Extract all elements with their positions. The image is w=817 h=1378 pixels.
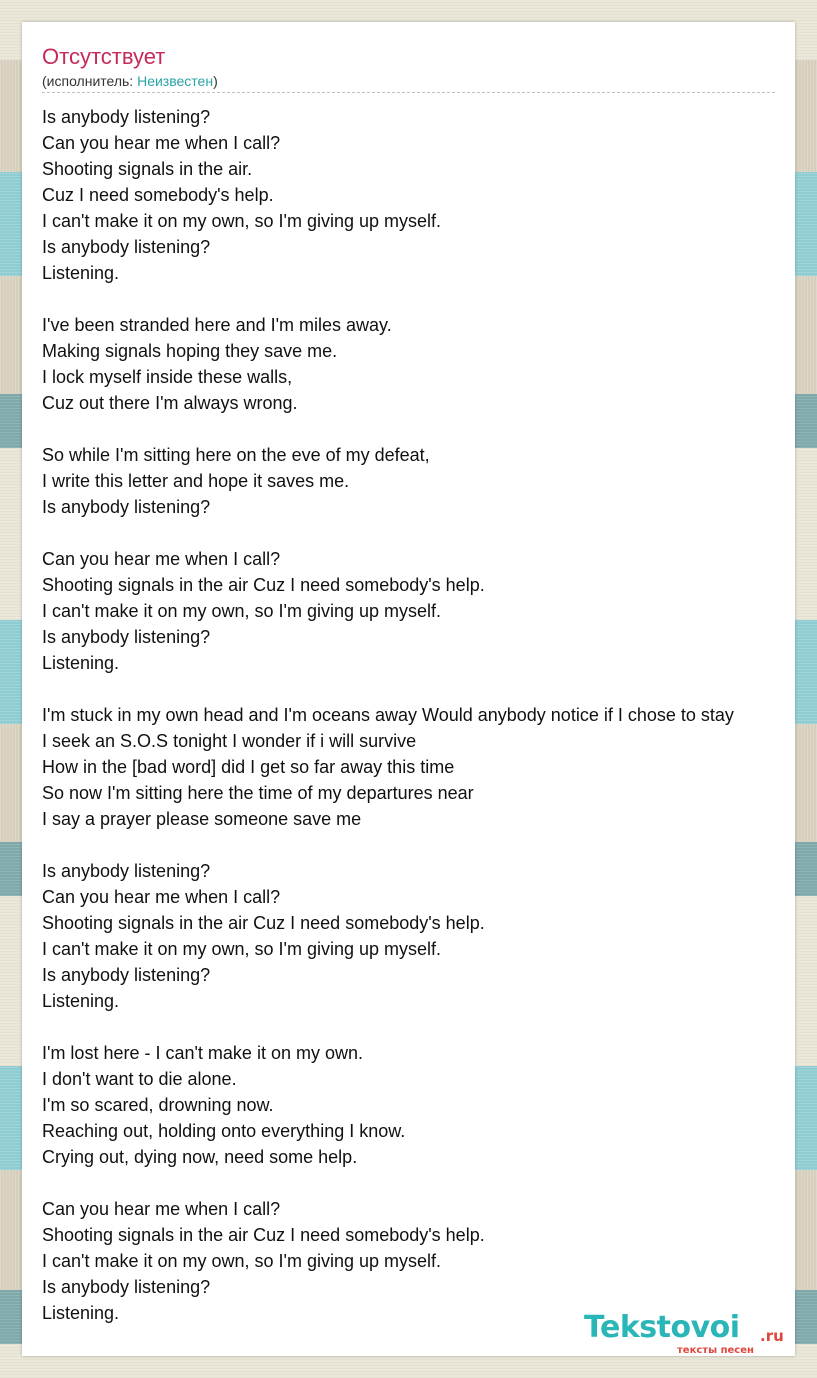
lyrics-line: I'm lost here - I can't make it on my own. (42, 1043, 363, 1063)
lyrics-line: Listening. (42, 1303, 120, 1323)
lyrics-blank-line (42, 1014, 795, 1040)
lyrics-line: So while I'm sitting here on the eve of my defeat, (42, 445, 430, 465)
lyrics-line: I can't make it on my own, so I'm giving up myself. (42, 601, 442, 621)
artist-link[interactable]: Неизвестен (137, 73, 214, 89)
lyrics-blank-line (42, 832, 795, 858)
logo-tagline: тексты песен (677, 1345, 754, 1356)
lyrics-line: Cuz I need somebody's help. (42, 185, 274, 205)
site-logo[interactable] (584, 1310, 794, 1356)
artist-line (42, 73, 218, 89)
lyrics-line: I seek an S.O.S tonight I wonder if i will survive (42, 731, 417, 751)
lyrics-blank-line (42, 520, 795, 546)
lyrics-line: Shooting signals in the air Cuz I need somebody's help. (42, 1225, 485, 1245)
artist-suffix: ) (213, 73, 218, 89)
lyrics-line: Can you hear me when I call? (42, 1199, 281, 1219)
lyrics-line: I'm stuck in my own head and I'm oceans away Would anybody notice if I chose to stay (42, 705, 734, 725)
lyrics-card (22, 22, 795, 1356)
lyrics-line: Can you hear me when I call? (42, 549, 281, 569)
lyrics-text (42, 104, 795, 1326)
lyrics-line: Listening. (42, 263, 120, 283)
lyrics-line: How in the [bad word] did I get so far away this time (42, 757, 455, 777)
lyrics-line: Is anybody listening? (42, 965, 211, 985)
lyrics-blank-line (42, 416, 795, 442)
lyrics-blank-line (42, 286, 795, 312)
lyrics-line: Listening. (42, 991, 120, 1011)
lyrics-line: I say a prayer please someone save me (42, 809, 362, 829)
lyrics-line: Is anybody listening? (42, 1277, 211, 1297)
lyrics-line: Reaching out, holding onto everything I know. (42, 1121, 406, 1141)
lyrics-line: Can you hear me when I call? (42, 133, 281, 153)
lyrics-line: Is anybody listening? (42, 107, 211, 127)
lyrics-line: Making signals hoping they save me. (42, 341, 338, 361)
lyrics-blank-line (42, 676, 795, 702)
song-title: Отсутствует (42, 44, 166, 69)
lyrics-line: Crying out, dying now, need some help. (42, 1147, 358, 1167)
lyrics-line: Cuz out there I'm always wrong. (42, 393, 298, 413)
lyrics-blank-line (42, 1170, 795, 1196)
lyrics-line: Is anybody listening? (42, 237, 211, 257)
lyrics-line: Shooting signals in the air. (42, 159, 253, 179)
lyrics-line: I can't make it on my own, so I'm giving up myself. (42, 1251, 442, 1271)
lyrics-line: I lock myself inside these walls, (42, 367, 293, 387)
lyrics-line: Shooting signals in the air Cuz I need somebody's help. (42, 575, 485, 595)
lyrics-line: I can't make it on my own, so I'm giving up myself. (42, 939, 442, 959)
logo-domain: .ru (760, 1327, 784, 1345)
lyrics-line: Can you hear me when I call? (42, 887, 281, 907)
lyrics-line: I write this letter and hope it saves me. (42, 471, 350, 491)
lyrics-line: Is anybody listening? (42, 861, 211, 881)
lyrics-line: I don't want to die alone. (42, 1069, 237, 1089)
lyrics-line: So now I'm sitting here the time of my departures near (42, 783, 474, 803)
lyrics-line: Shooting signals in the air Cuz I need somebody's help. (42, 913, 485, 933)
lyrics-line: Listening. (42, 653, 120, 673)
lyrics-line: I can't make it on my own, so I'm giving up myself. (42, 211, 442, 231)
lyrics-line: I've been stranded here and I'm miles away. (42, 315, 392, 335)
lyrics-line: Is anybody listening? (42, 627, 211, 647)
lyrics-line: I'm so scared, drowning now. (42, 1095, 274, 1115)
artist-prefix: (исполнитель: (42, 73, 138, 89)
header-divider (42, 92, 775, 93)
logo-wordmark: Tekstovoi (584, 1310, 740, 1345)
lyrics-line: Is anybody listening? (42, 497, 211, 517)
